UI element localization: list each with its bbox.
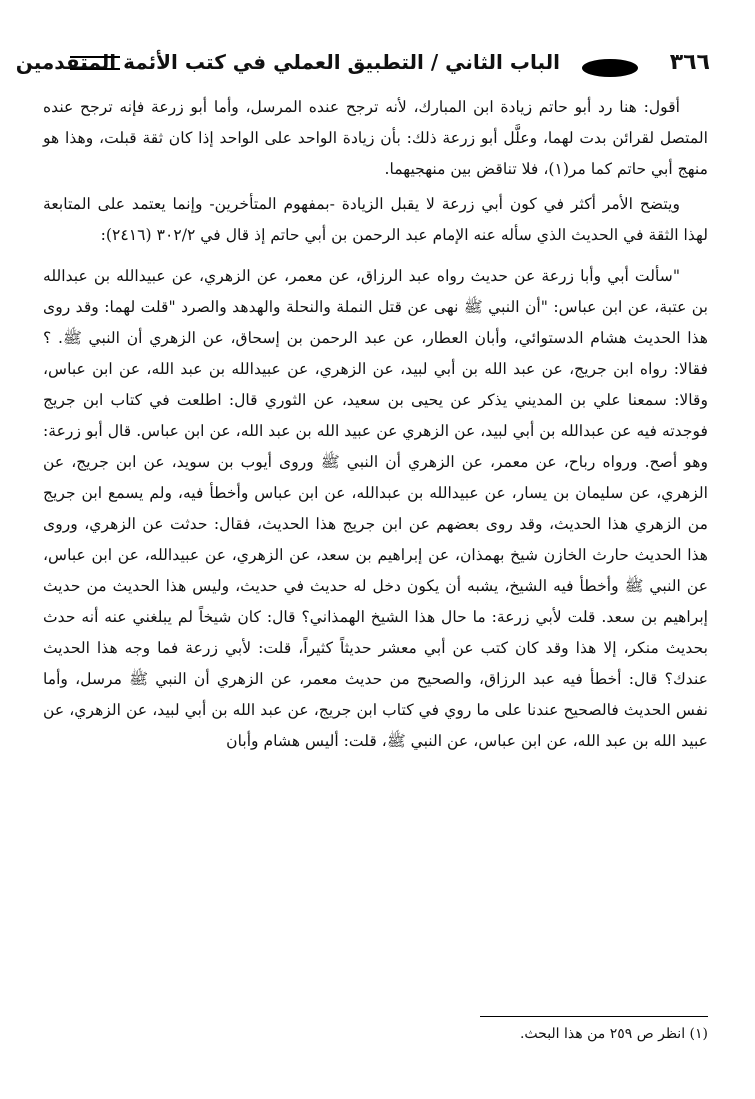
page-header bbox=[15, 46, 710, 90]
header-rule bbox=[70, 56, 120, 70]
quoted-paragraph: "سألت أبي وأبا زرعة عن حديث رواه عبد الرزاق، عن معمر، عن الزهري، عن عبيدالله بن عبدالله بن عتبة، عن ابن عباس: "أن النبي ﷺ نهى عن قتل النملة والنحلة والهدهد والصرد "قلت لهما: وقد روى هذا الحديث هشام الدستوائي، وأبان العطار، عن عبد الرحمن بن إسحاق، عن الزهري أن النبي ﷺ. ؟ فقالا: رواه ابن جريج، عن عبد الله بن أبي لبيد، عن الزهري، عن عبيدالله بن عبد الله، عن ابن عباس، وقالا: سمعنا علي بن المديني يذكر عن يحيى بن سعيد، عن الثوري قال: اطلعت في كتاب ابن جريج فوجدته فيه عن عبدالله بن أبي لبيد، عن الزهري عن عبيد الله بن عبد الله، عن ابن عباس. قال أبو زرعة: وهو أصح. ورواه رباح، عن معمر، عن الزهري أن النبي ﷺ وروى أيوب بن سويد، عن ابن جريج، عن الزهري، عن سليمان بن يسار، عن عبيدالله بن عبدالله، عن ابن عباس وأخطأ فيه، ولم يسمع ابن جريج من الزهري هذا الحديث، وقد روى بعضهم عن ابن جريج هذا الحديث، فقال: حدثت عن الزهري، وروى هذا الحديث حارث الخازن شيخ بهمذان، عن إبراهيم بن سعد، عن الزهري، عن عبيدالله، عن ابن عباس، عن النبي ﷺ وأخطأ فيه الشيخ، يشبه أن يكون دخل له حديث في حديث، وليس هذا الحديث من حديث إبراهيم بن سعد. قلت لأبي زرعة: ما حال هذا الشيخ الهمذاني؟ قال: كان شيخاً لم يبلغني عنه أنه حدث بحديث منكر، إلا هذا وقد كان كتب عن أبي معشر حديثاً كثيراً، قلت: لأبي زرعة فما وجه هذا الحديث عندك؟ قال: أخطأ فيه عبد الرزاق، والصحيح من حديث معمر، عن الزهري أن النبي ﷺ مرسل، وأما نفس الحديث فالصحيح عندنا على ما روي في كتاب ابن جريج، عن عبد الله بن أبي لبيد، عن الزهري، عن عبيد الله بن عبد الله، عن ابن عباس، عن النبي ﷺ، قلت: أليس هشام وأبان bbox=[43, 267, 708, 750]
page-number: ٣٦٦ bbox=[669, 50, 710, 75]
footnote-rule bbox=[480, 1016, 708, 1017]
footnote: (١) انظر ص ٢٥٩ من هذا البحث. bbox=[519, 1026, 708, 1042]
paragraph-1: أقول: هنا رد أبو حاتم زيادة ابن المبارك، لأنه ترجح عنده المرسل، وأما أبو زرعة فإنه ترجح عنده المتصل لقرائن بدت لهما، وعلَّل أبو زرعة ذلك: بأن زيادة الواحد على الواحد إذا كان ثقة قبلت، وهذا هو منهج أبي حاتم كما مر(١)، فلا تناقض بين منهجيهما. bbox=[43, 98, 708, 178]
body-text bbox=[43, 92, 708, 757]
header-ornament bbox=[582, 59, 638, 77]
paragraph-2: ويتضح الأمر أكثر في كون أبي زرعة لا يقبل الزيادة -بمفهوم المتأخرين- وإنما يعتمد على المتابعة لهذا الثقة في الحديث الذي سأله عنه الإمام عبد الرحمن بن أبي حاتم إذ قال في ٣٠٢/٢ (٢٤١٦): bbox=[43, 195, 708, 244]
running-title: الباب الثاني / التطبيق العملي في كتب الأئمة المتقدمين bbox=[15, 50, 560, 74]
